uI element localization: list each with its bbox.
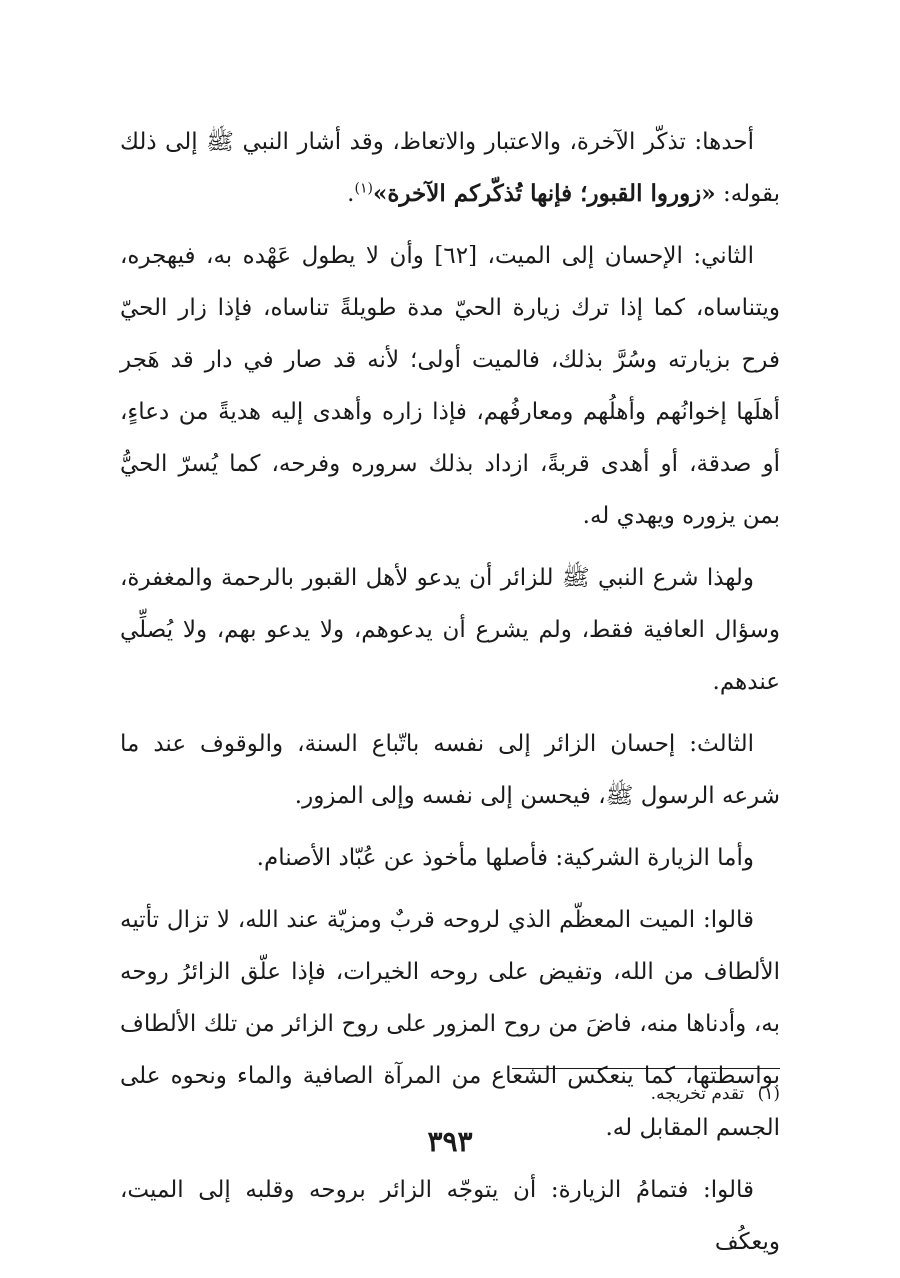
paragraph-their-claim: قالوا: الميت المعظّم الذي لروحه قربٌ ومزيّة عند الله، لا تزال تأتيه الألطاف من الله، وتفيض على روحه الخيرات، فإذا علّق الزائرُ روحه به، وأدناها منه، فاضَ من روح المزور على روح الزائر من تلك الألطاف بواسطتها، كما ينعكس الشعاع من المرآة الصافية والماء ونحوه على الجسم المقابل له.: [120, 907, 780, 1141]
footnote-text: تقدم تخريجه.: [650, 1084, 745, 1104]
footnote: [480, 1080, 780, 1108]
footnote-reference: (١): [354, 180, 373, 197]
paragraph-second-benefit: الثاني: الإحسان إلى الميت، [٦٢] وأن لا يطول عَهْده به، فيهجره، ويتناساه، كما إذا ترك زيارة الحيّ مدة طويلةً تناساه، فإذا زار الحيّ فرح بزيارته وسُرَّ بذلك، فالميت أولى؛ لأنه قد صار في دار قد هَجر أهلَها إخوانُهم وأهلُهم ومعارفُهم، فإذا زاره وأهدى إليه هديةً من دعاءٍ، أو صدقة، أو أهدى قربةً، ازداد بذلك سروره وفرحه، كما يُسرّ الحيُّ بمن يزوره ويهدي له.: [120, 243, 780, 529]
paragraph-prophet-legislation: ولهذا شرع النبي ﷺ للزائر أن يدعو لأهل القبور بالرحمة والمغفرة، وسؤال العافية فقط، ولم يشرع أن يدعوهم، ولا يدعو بهم، ولا يُصلِّي عندهم.: [120, 565, 780, 695]
paragraph-complete-visit: قالوا: فتمامُ الزيارة: أن يتوجّه الزائر بروحه وقلبه إلى الميت، ويعكُف: [120, 1177, 780, 1255]
paragraph-third-benefit: الثالث: إحسان الزائر إلى نفسه باتّباع السنة، والوقوف عند ما شرعه الرسول ﷺ، فيحسن إلى نفسه وإلى المزور.: [120, 731, 780, 809]
page-number: ٣٩٣: [427, 1125, 473, 1158]
paragraph-first-benefit: [120, 116, 780, 220]
paragraph-shirk-visit: وأما الزيارة الشركية: فأصلها مأخوذ عن عُبّاد الأصنام.: [256, 845, 754, 871]
footnote-divider: [512, 1068, 780, 1069]
paragraph-text: أحدها: تذكّر الآخرة، والاعتبار والاتعاظ، وقد أشار النبي ﷺ إلى ذلك بقوله:: [120, 129, 780, 207]
paragraph-end: .: [347, 181, 355, 207]
footnote-number: (١): [757, 1084, 780, 1104]
hadith-quote: «زوروا القبور؛ فإنها تُذكّركم الآخرة»: [372, 180, 716, 207]
